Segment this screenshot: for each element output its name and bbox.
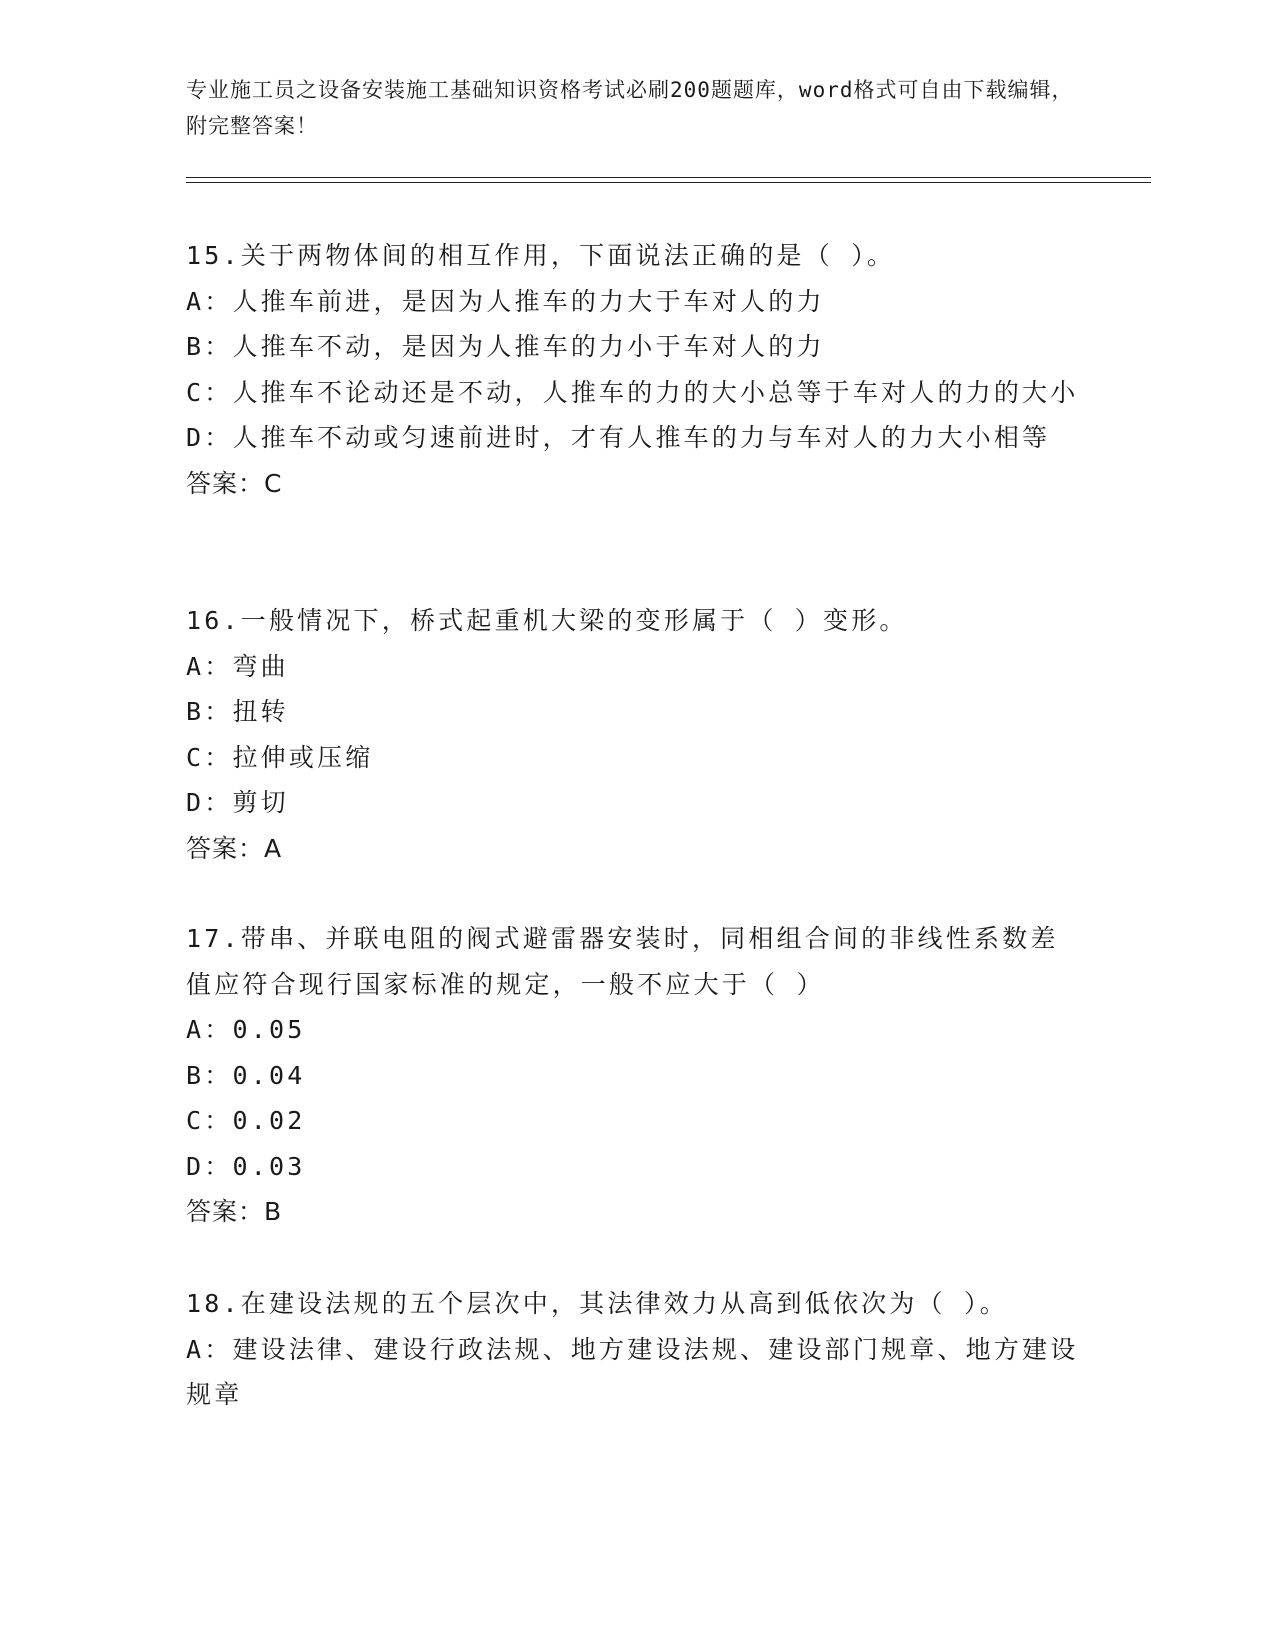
question-15 (186, 233, 1086, 506)
answer-label: 答案：C (186, 468, 283, 498)
question-16 (186, 598, 1086, 871)
question-17 (186, 916, 1086, 1235)
option-a: A：人推车前进，是因为人推车的力大于车对人的力 (186, 286, 825, 316)
header-divider-bottom (186, 182, 1151, 183)
option-b: B：人推车不动，是因为人推车的力小于车对人的力 (186, 332, 825, 361)
question-stem: 15.关于两物体间的相互作用，下面说法正确的是（ ）。 (186, 241, 896, 270)
option-b: B：扭转 (186, 697, 289, 726)
option-c: C：人推车不论动还是不动，人推车的力的大小总等于车对人的力的大小 (186, 377, 1079, 407)
header-divider-top (186, 177, 1151, 178)
option-a: A：0.05 (186, 1015, 306, 1044)
header-title: 专业施工员之设备安装施工基础知识资格考试必刷200题题库，word格式可自由下载编辑，附完整答案！ (186, 78, 1074, 138)
option-d: D：剪切 (186, 788, 289, 817)
answer-label: 答案：B (186, 1197, 283, 1226)
question-18 (186, 1281, 1086, 1418)
question-stem: 18.在建设法规的五个层次中，其法律效力从高到低依次为（ ）。 (186, 1289, 1008, 1318)
option-c: C：拉伸或压缩 (186, 742, 374, 772)
option-d: D：0.03 (186, 1151, 306, 1181)
option-d: D：人推车不动或匀速前进时，才有人推车的力与车对人的力大小相等 (186, 423, 1051, 452)
option-c: C：0.02 (186, 1106, 306, 1135)
option-a: A：弯曲 (186, 651, 289, 681)
question-stem: 16.一般情况下，桥式起重机大梁的变形属于（ ）变形。 (186, 606, 908, 635)
document-header (186, 72, 1086, 144)
option-a: A：建设法律、建设行政法规、地方建设法规、建设部门规章、地方建设规章 (186, 1334, 1079, 1409)
question-stem: 17.带串、并联电阻的阀式避雷器安装时，同相组合间的非线性系数差值应符合现行国家标准的规定，一般不应大于（ ） (186, 924, 1059, 999)
option-b: B：0.04 (186, 1060, 306, 1090)
answer-label: 答案：A (186, 833, 283, 863)
